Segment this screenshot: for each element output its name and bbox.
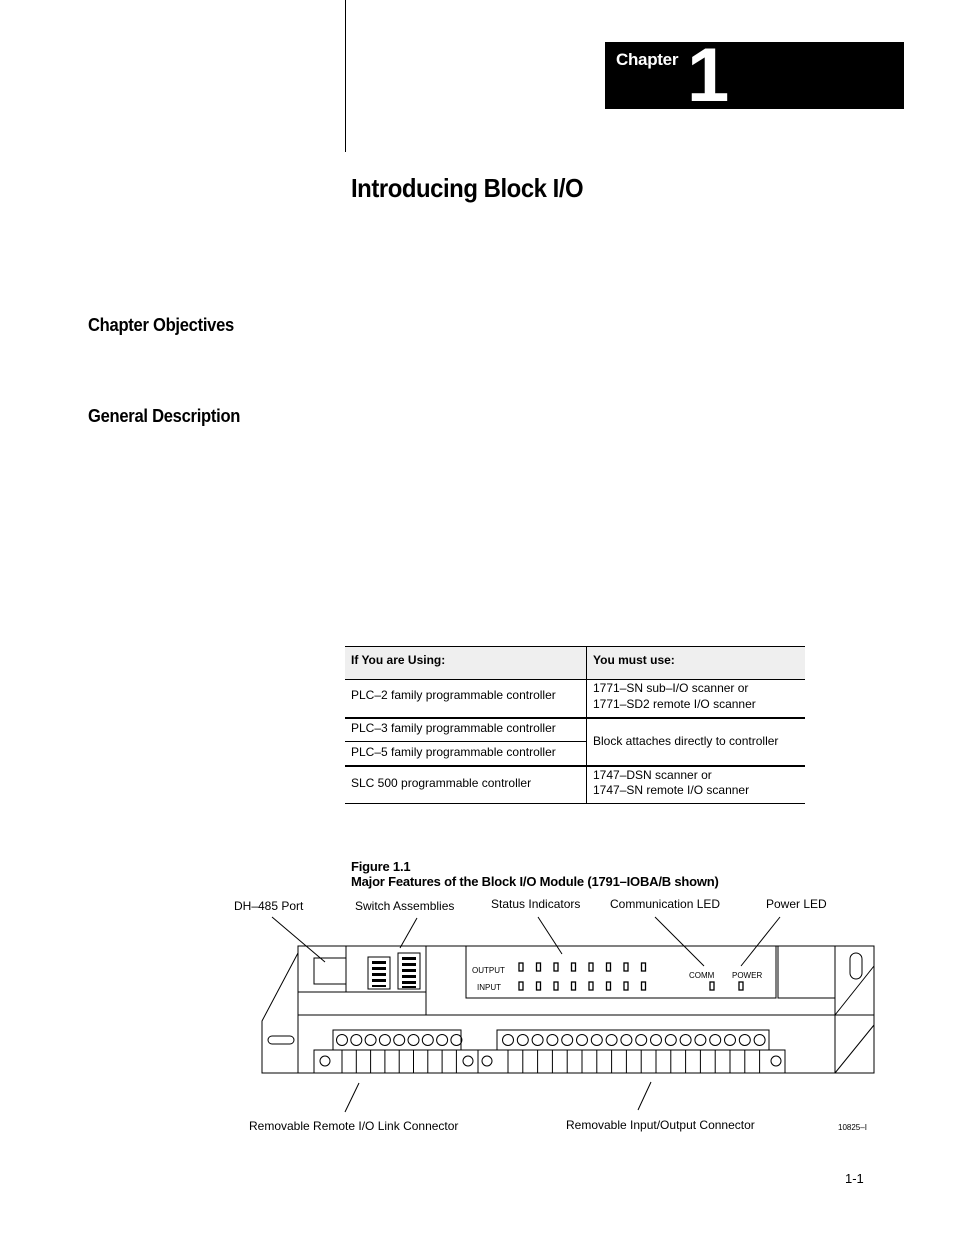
figure-caption: Major Features of the Block I/O Module (1791–IOBA/B shown) — [351, 874, 719, 889]
power-label: POWER — [732, 971, 763, 980]
input-status-led — [642, 982, 646, 990]
figure-id: 10825–I — [838, 1123, 867, 1132]
terminal-screw — [451, 1035, 462, 1046]
output-status-led — [642, 963, 646, 971]
table-cell-use: 1771–SD2 remote I/O scanner — [593, 697, 756, 711]
input-status-led — [607, 982, 611, 990]
input-status-led — [554, 982, 558, 990]
callout-dh485-port: DH–485 Port — [234, 899, 304, 913]
terminal-screw — [710, 1035, 721, 1046]
power-led — [739, 982, 743, 990]
terminal-screw — [503, 1035, 514, 1046]
terminal-screw — [365, 1035, 376, 1046]
leader-line — [638, 1082, 651, 1110]
table-cell-using: SLC 500 programmable controller — [351, 776, 532, 790]
terminal-screw — [636, 1035, 647, 1046]
leader-line — [345, 1083, 359, 1112]
table-cell-use: 1747–SN remote I/O scanner — [593, 783, 750, 797]
input-status-led — [624, 982, 628, 990]
table-cell-use: Block attaches directly to controller — [593, 734, 779, 748]
terminal-screw — [351, 1035, 362, 1046]
connector-screw — [771, 1056, 781, 1066]
input-status-led — [572, 982, 576, 990]
terminal-screw — [695, 1035, 706, 1046]
output-status-led — [519, 963, 523, 971]
table-cell-using: PLC–5 family programmable controller — [351, 745, 556, 759]
callout-status-indicators: Status Indicators — [491, 897, 581, 911]
terminal-screw — [437, 1035, 448, 1046]
terminal-screw — [665, 1035, 676, 1046]
connector-screw — [320, 1056, 330, 1066]
output-status-led — [624, 963, 628, 971]
table-header-using: If You are Using: — [351, 653, 446, 667]
terminal-screw — [532, 1035, 543, 1046]
callout-power-led: Power LED — [766, 897, 827, 911]
input-status-led — [589, 982, 593, 990]
indicator-panel — [466, 946, 776, 998]
comm-led — [710, 982, 714, 990]
terminal-screw — [408, 1035, 419, 1046]
chapter-label: Chapter — [616, 50, 679, 69]
callout-io-connector: Removable Input/Output Connector — [566, 1118, 755, 1132]
connector-screw — [482, 1056, 492, 1066]
remote-io-connector-base — [314, 1050, 478, 1073]
terminal-screw — [379, 1035, 390, 1046]
leader-line — [655, 917, 704, 966]
terminal-screw — [651, 1035, 662, 1046]
mounting-slot — [268, 1036, 294, 1044]
output-status-led — [537, 963, 541, 971]
output-status-led — [554, 963, 558, 971]
connector-screw — [463, 1056, 473, 1066]
remote-io-connector-top — [333, 1030, 461, 1050]
mounting-slot — [850, 953, 862, 979]
terminal-screw — [591, 1035, 602, 1046]
terminal-screw — [577, 1035, 588, 1046]
dh485-port — [314, 958, 346, 984]
table-cell-using: PLC–2 family programmable controller — [351, 688, 556, 702]
terminal-screw — [517, 1035, 528, 1046]
heading-general-description: General Description — [88, 406, 241, 426]
module-housing — [262, 946, 874, 1073]
terminal-screw — [725, 1035, 736, 1046]
table-cell-use: 1771–SN sub–I/O scanner or — [593, 681, 749, 695]
output-status-led — [572, 963, 576, 971]
terminal-screw — [606, 1035, 617, 1046]
callout-switch-assemblies: Switch Assemblies — [355, 899, 455, 913]
io-connector-top — [497, 1030, 769, 1050]
callout-communication-led: Communication LED — [610, 897, 721, 911]
terminal-screw — [562, 1035, 573, 1046]
terminal-screw — [739, 1035, 750, 1046]
leader-line — [400, 918, 417, 948]
page-title: Introducing Block I/O — [351, 173, 584, 203]
leader-line — [741, 917, 780, 966]
terminal-screw — [680, 1035, 691, 1046]
terminal-screw — [337, 1035, 348, 1046]
page-number: 1-1 — [845, 1171, 864, 1186]
output-status-led — [607, 963, 611, 971]
chapter-number: 1 — [687, 33, 730, 118]
output-label: OUTPUT — [472, 966, 505, 975]
terminal-screw — [547, 1035, 558, 1046]
leader-line — [538, 917, 562, 954]
table-cell-use: 1747–DSN scanner or — [593, 768, 712, 782]
terminal-screw — [394, 1035, 405, 1046]
terminal-screw — [422, 1035, 433, 1046]
input-label: INPUT — [477, 983, 501, 992]
figure-number: Figure 1.1 — [351, 859, 411, 874]
io-connector-base — [478, 1050, 785, 1073]
callout-remote-io-connector: Removable Remote I/O Link Connector — [249, 1119, 459, 1133]
output-status-led — [589, 963, 593, 971]
heading-chapter-objectives: Chapter Objectives — [88, 315, 234, 335]
input-status-led — [519, 982, 523, 990]
input-status-led — [537, 982, 541, 990]
table-cell-using: PLC–3 family programmable controller — [351, 721, 556, 735]
table-header-use: You must use: — [593, 653, 675, 667]
terminal-screw — [621, 1035, 632, 1046]
terminal-screw — [754, 1035, 765, 1046]
comm-label: COMM — [689, 971, 715, 980]
